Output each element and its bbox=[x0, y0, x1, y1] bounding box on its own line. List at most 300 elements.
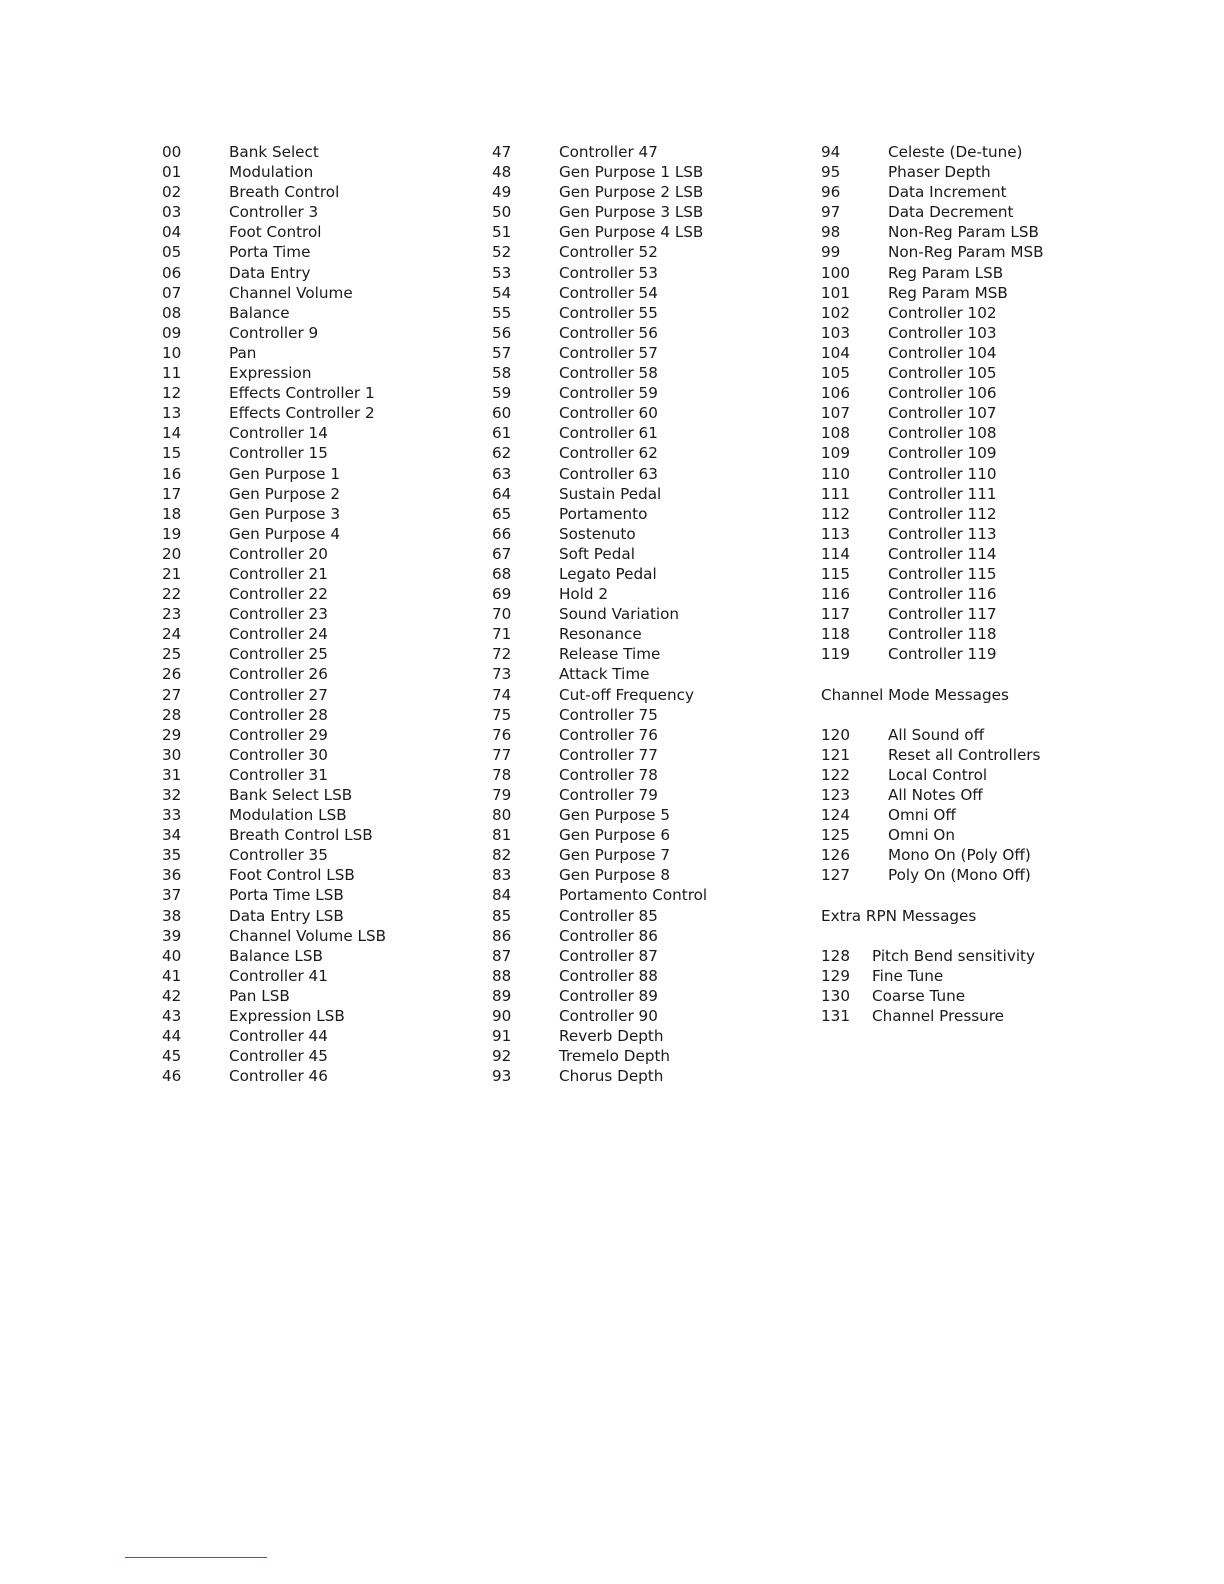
list-item bbox=[821, 604, 1121, 624]
controller-name: Controller 28 bbox=[229, 705, 328, 724]
controller-number: 104 bbox=[821, 343, 850, 362]
controller-name: Controller 25 bbox=[229, 645, 328, 664]
controller-name: Gen Purpose 5 bbox=[559, 806, 671, 825]
list-item bbox=[492, 484, 792, 504]
list-item bbox=[492, 966, 792, 986]
list-item bbox=[492, 765, 792, 785]
controller-number: 09 bbox=[162, 323, 182, 342]
controller-name: Sound Variation bbox=[559, 605, 680, 624]
controller-number: 32 bbox=[162, 786, 182, 804]
controller-number: 44 bbox=[162, 1027, 182, 1046]
controller-number: 34 bbox=[162, 826, 182, 845]
controller-name: Controller 104 bbox=[888, 343, 997, 362]
controller-name: Non-Reg Param MSB bbox=[888, 243, 1044, 262]
controller-number: 103 bbox=[821, 323, 850, 342]
list-item bbox=[492, 705, 792, 725]
controller-number: 82 bbox=[492, 846, 512, 865]
controller-number: 58 bbox=[492, 364, 512, 383]
controller-number: 24 bbox=[162, 625, 182, 644]
controller-name: Coarse Tune bbox=[872, 986, 966, 1005]
controller-number: 81 bbox=[492, 826, 512, 845]
controller-name: Controller 54 bbox=[559, 283, 658, 302]
controller-number: 85 bbox=[492, 906, 512, 925]
controller-name: Controller 22 bbox=[229, 585, 328, 604]
controller-name: Foot Control LSB bbox=[229, 866, 355, 885]
list-item bbox=[821, 323, 1121, 343]
controller-number: 47 bbox=[492, 143, 512, 161]
controller-number: 70 bbox=[492, 605, 512, 624]
controller-name: Pan bbox=[229, 343, 257, 362]
controller-name: Sustain Pedal bbox=[559, 484, 662, 503]
list-item bbox=[162, 685, 462, 705]
controller-name: Controller 46 bbox=[229, 1067, 328, 1086]
controller-name: Controller 3 bbox=[229, 203, 319, 222]
list-item bbox=[821, 464, 1121, 484]
controller-number: 37 bbox=[162, 886, 182, 905]
list-item bbox=[162, 222, 462, 242]
controller-name: Gen Purpose 2 LSB bbox=[559, 183, 704, 202]
controller-number: 21 bbox=[162, 564, 182, 583]
list-item bbox=[162, 644, 462, 664]
list-item bbox=[821, 544, 1121, 564]
controller-number: 108 bbox=[821, 424, 850, 443]
controller-name: Controller 56 bbox=[559, 323, 658, 342]
list-item bbox=[162, 926, 462, 946]
controller-number: 88 bbox=[492, 966, 512, 985]
list-item bbox=[162, 604, 462, 624]
list-item bbox=[821, 303, 1121, 323]
controller-name: Controller 117 bbox=[888, 605, 997, 624]
list-item bbox=[162, 363, 462, 383]
list-item bbox=[162, 343, 462, 363]
controller-name: Bank Select bbox=[229, 143, 319, 161]
list-item bbox=[162, 303, 462, 323]
controller-name: Controller 103 bbox=[888, 323, 997, 342]
controller-name: Controller 88 bbox=[559, 966, 658, 985]
controller-number: 22 bbox=[162, 585, 182, 604]
controller-name: Controller 77 bbox=[559, 745, 658, 764]
controller-number: 67 bbox=[492, 544, 512, 563]
list-item bbox=[162, 464, 462, 484]
controller-number: 40 bbox=[162, 946, 182, 965]
controller-name: Balance bbox=[229, 303, 290, 322]
controller-number: 121 bbox=[821, 745, 850, 764]
list-item bbox=[492, 162, 792, 182]
list-item bbox=[492, 363, 792, 383]
section-spacer bbox=[821, 926, 1121, 946]
controller-name: Hold 2 bbox=[559, 585, 609, 604]
list-item bbox=[492, 926, 792, 946]
controller-number: 73 bbox=[492, 665, 512, 684]
controller-name: Controller 30 bbox=[229, 745, 328, 764]
list-item bbox=[821, 142, 1121, 162]
controller-name: Portamento bbox=[559, 504, 648, 523]
controller-number: 52 bbox=[492, 243, 512, 262]
footer-rule bbox=[125, 1557, 267, 1558]
list-item bbox=[492, 202, 792, 222]
controller-number: 53 bbox=[492, 263, 512, 282]
controller-name: Controller 79 bbox=[559, 786, 658, 804]
section-spacer bbox=[821, 885, 1121, 905]
controller-name: Modulation LSB bbox=[229, 806, 347, 825]
controller-name: Fine Tune bbox=[872, 966, 944, 985]
list-item bbox=[162, 1006, 462, 1026]
extra-rpn-list bbox=[821, 946, 1121, 1026]
controller-number: 110 bbox=[821, 464, 850, 483]
controller-number: 56 bbox=[492, 323, 512, 342]
controller-number: 105 bbox=[821, 364, 850, 383]
list-item bbox=[492, 604, 792, 624]
controller-number: 01 bbox=[162, 163, 182, 182]
list-item bbox=[492, 222, 792, 242]
controller-number: 116 bbox=[821, 585, 850, 604]
controller-name: Controller 78 bbox=[559, 765, 658, 784]
list-item bbox=[162, 584, 462, 604]
list-item bbox=[162, 564, 462, 584]
channel-mode-title: Channel Mode Messages bbox=[821, 685, 1009, 704]
list-item bbox=[162, 705, 462, 725]
list-item bbox=[492, 906, 792, 926]
list-item bbox=[162, 906, 462, 926]
controller-name: Controller 21 bbox=[229, 564, 328, 583]
controller-number: 131 bbox=[821, 1007, 850, 1026]
controller-number: 71 bbox=[492, 625, 512, 644]
controller-name: Controller 112 bbox=[888, 504, 997, 523]
controller-list-column-1 bbox=[162, 142, 462, 1086]
controller-name: Portamento Control bbox=[559, 886, 708, 905]
list-item bbox=[492, 464, 792, 484]
controller-number: 05 bbox=[162, 243, 182, 262]
controller-number: 65 bbox=[492, 504, 512, 523]
list-item bbox=[821, 202, 1121, 222]
list-item bbox=[492, 825, 792, 845]
controller-number: 127 bbox=[821, 866, 850, 885]
controller-name: Porta Time bbox=[229, 243, 311, 262]
list-item bbox=[492, 283, 792, 303]
controller-name: Sostenuto bbox=[559, 524, 636, 543]
list-item bbox=[821, 242, 1121, 262]
list-item bbox=[162, 383, 462, 403]
list-item bbox=[492, 423, 792, 443]
controller-number: 27 bbox=[162, 685, 182, 704]
list-item bbox=[162, 986, 462, 1006]
controller-name: Gen Purpose 4 LSB bbox=[559, 223, 704, 242]
controller-name: Breath Control LSB bbox=[229, 826, 373, 845]
controller-name: Controller 9 bbox=[229, 323, 319, 342]
list-item bbox=[162, 725, 462, 745]
controller-number: 98 bbox=[821, 223, 841, 242]
controller-name: Phaser Depth bbox=[888, 163, 991, 182]
list-item bbox=[492, 986, 792, 1006]
list-item bbox=[821, 825, 1121, 845]
controller-name: Controller 107 bbox=[888, 404, 997, 423]
list-item bbox=[162, 544, 462, 564]
controller-number: 54 bbox=[492, 283, 512, 302]
list-item bbox=[821, 162, 1121, 182]
controller-name: Controller 24 bbox=[229, 625, 328, 644]
controller-number: 26 bbox=[162, 665, 182, 684]
controller-name: Controller 114 bbox=[888, 544, 997, 563]
controller-number: 97 bbox=[821, 203, 841, 222]
controller-name: Controller 57 bbox=[559, 343, 658, 362]
controller-number: 95 bbox=[821, 163, 841, 182]
controller-name: Controller 52 bbox=[559, 243, 658, 262]
controller-number: 78 bbox=[492, 765, 512, 784]
controller-number: 14 bbox=[162, 424, 182, 443]
controller-number: 92 bbox=[492, 1047, 512, 1066]
controller-number: 69 bbox=[492, 585, 512, 604]
list-item bbox=[821, 363, 1121, 383]
controller-number: 106 bbox=[821, 384, 850, 403]
controller-number: 68 bbox=[492, 564, 512, 583]
controller-list-column-3 bbox=[821, 142, 1121, 1026]
list-item bbox=[821, 624, 1121, 644]
controller-number: 62 bbox=[492, 444, 512, 463]
list-item bbox=[821, 845, 1121, 865]
controller-name: Controller 59 bbox=[559, 384, 658, 403]
list-item bbox=[821, 403, 1121, 423]
controller-number: 96 bbox=[821, 183, 841, 202]
controller-number: 43 bbox=[162, 1007, 182, 1026]
controller-number: 75 bbox=[492, 705, 512, 724]
list-item bbox=[821, 383, 1121, 403]
controller-name: Controller 45 bbox=[229, 1047, 328, 1066]
list-item bbox=[821, 785, 1121, 805]
controller-name: Gen Purpose 6 bbox=[559, 826, 671, 845]
list-item bbox=[492, 323, 792, 343]
controller-number: 80 bbox=[492, 806, 512, 825]
controller-name: Balance LSB bbox=[229, 946, 323, 965]
controller-name: Controller 119 bbox=[888, 645, 997, 664]
list-item bbox=[492, 685, 792, 705]
channel-mode-list bbox=[821, 725, 1121, 886]
controller-name: Expression bbox=[229, 364, 312, 383]
list-item bbox=[162, 263, 462, 283]
controller-number: 17 bbox=[162, 484, 182, 503]
list-item bbox=[492, 1066, 792, 1086]
controller-name: Controller 14 bbox=[229, 424, 328, 443]
controller-number: 29 bbox=[162, 725, 182, 744]
controller-name: Data Entry bbox=[229, 263, 311, 282]
controller-name: Gen Purpose 1 LSB bbox=[559, 163, 704, 182]
controller-number: 112 bbox=[821, 504, 850, 523]
controller-number: 02 bbox=[162, 183, 182, 202]
controller-number: 107 bbox=[821, 404, 850, 423]
controller-name: Controller 109 bbox=[888, 444, 997, 463]
controller-name: Controller 29 bbox=[229, 725, 328, 744]
controller-name: Chorus Depth bbox=[559, 1067, 664, 1086]
controller-number: 130 bbox=[821, 986, 850, 1005]
controller-number: 57 bbox=[492, 343, 512, 362]
list-item bbox=[492, 263, 792, 283]
controller-name: Gen Purpose 2 bbox=[229, 484, 341, 503]
controller-list-column-2 bbox=[492, 142, 792, 1086]
controller-name: Foot Control bbox=[229, 223, 322, 242]
controller-number: 46 bbox=[162, 1067, 182, 1086]
controller-number: 93 bbox=[492, 1067, 512, 1086]
controller-name: Controller 86 bbox=[559, 926, 658, 945]
controller-name: Controller 53 bbox=[559, 263, 658, 282]
controller-name: Controller 60 bbox=[559, 404, 658, 423]
controller-name: Reg Param MSB bbox=[888, 283, 1008, 302]
list-item bbox=[821, 644, 1121, 664]
list-item bbox=[162, 443, 462, 463]
list-item bbox=[821, 725, 1121, 745]
list-item bbox=[821, 765, 1121, 785]
controller-number: 119 bbox=[821, 645, 850, 664]
list-item bbox=[162, 162, 462, 182]
list-item bbox=[492, 845, 792, 865]
list-item bbox=[162, 765, 462, 785]
controller-name: Controller 20 bbox=[229, 544, 328, 563]
list-item bbox=[162, 966, 462, 986]
list-item bbox=[162, 825, 462, 845]
controller-number: 111 bbox=[821, 484, 850, 503]
list-item bbox=[162, 182, 462, 202]
controller-number: 25 bbox=[162, 645, 182, 664]
controller-name: Controller 87 bbox=[559, 946, 658, 965]
controller-name: Controller 110 bbox=[888, 464, 997, 483]
controller-name: Non-Reg Param LSB bbox=[888, 223, 1039, 242]
controller-number: 91 bbox=[492, 1027, 512, 1046]
list-item bbox=[492, 1046, 792, 1066]
list-item bbox=[162, 1046, 462, 1066]
controller-number: 123 bbox=[821, 786, 850, 804]
list-item bbox=[162, 1066, 462, 1086]
controller-name: Reg Param LSB bbox=[888, 263, 1004, 282]
extra-rpn-title: Extra RPN Messages bbox=[821, 906, 977, 925]
controller-name: Effects Controller 1 bbox=[229, 384, 375, 403]
controller-number: 23 bbox=[162, 605, 182, 624]
list-item bbox=[492, 946, 792, 966]
controller-name: Controller 47 bbox=[559, 143, 658, 161]
controller-number: 100 bbox=[821, 263, 850, 282]
section-spacer bbox=[821, 664, 1121, 684]
controller-name: Controller 75 bbox=[559, 705, 658, 724]
list-item bbox=[821, 343, 1121, 363]
list-item bbox=[492, 403, 792, 423]
list-item bbox=[492, 383, 792, 403]
list-item bbox=[492, 624, 792, 644]
controller-number: 87 bbox=[492, 946, 512, 965]
list-item bbox=[821, 1006, 1121, 1026]
list-item bbox=[821, 182, 1121, 202]
controller-name: Controller 108 bbox=[888, 424, 997, 443]
controller-number: 90 bbox=[492, 1007, 512, 1026]
controller-number: 128 bbox=[821, 946, 850, 965]
controller-number: 12 bbox=[162, 384, 182, 403]
controller-name: Gen Purpose 4 bbox=[229, 524, 341, 543]
list-item bbox=[492, 664, 792, 684]
list-item bbox=[492, 584, 792, 604]
controller-number: 64 bbox=[492, 484, 512, 503]
list-item bbox=[492, 182, 792, 202]
controller-name: Pan LSB bbox=[229, 986, 290, 1005]
controller-name: Controller 90 bbox=[559, 1007, 658, 1026]
controller-name: All Sound off bbox=[888, 725, 985, 744]
controller-number: 84 bbox=[492, 886, 512, 905]
controller-name: Modulation bbox=[229, 163, 314, 182]
controller-name: Pitch Bend sensitivity bbox=[872, 946, 1035, 965]
list-item bbox=[162, 504, 462, 524]
controller-name: Controller 105 bbox=[888, 364, 997, 383]
controller-name: Gen Purpose 7 bbox=[559, 846, 671, 865]
controller-name: Controller 58 bbox=[559, 364, 658, 383]
list-item bbox=[821, 484, 1121, 504]
controller-number: 129 bbox=[821, 966, 850, 985]
list-item bbox=[162, 423, 462, 443]
list-item bbox=[162, 484, 462, 504]
controller-number: 124 bbox=[821, 806, 850, 825]
list-item bbox=[821, 986, 1121, 1006]
controller-number: 39 bbox=[162, 926, 182, 945]
controller-name: Poly On (Mono Off) bbox=[888, 866, 1031, 885]
controller-name: Bank Select LSB bbox=[229, 786, 353, 804]
controller-number: 101 bbox=[821, 283, 850, 302]
list-item bbox=[492, 644, 792, 664]
controller-number: 89 bbox=[492, 986, 512, 1005]
list-item bbox=[492, 242, 792, 262]
list-item bbox=[162, 885, 462, 905]
controller-number: 122 bbox=[821, 765, 850, 784]
controller-number: 50 bbox=[492, 203, 512, 222]
controller-number: 86 bbox=[492, 926, 512, 945]
controller-name: Gen Purpose 3 LSB bbox=[559, 203, 704, 222]
list-item bbox=[162, 745, 462, 765]
list-item bbox=[162, 524, 462, 544]
list-item bbox=[821, 263, 1121, 283]
list-item bbox=[492, 524, 792, 544]
controller-number: 06 bbox=[162, 263, 182, 282]
controller-number: 18 bbox=[162, 504, 182, 523]
controller-number: 48 bbox=[492, 163, 512, 182]
list-item bbox=[162, 323, 462, 343]
controller-number: 72 bbox=[492, 645, 512, 664]
controller-name: Channel Pressure bbox=[872, 1007, 1005, 1026]
controller-number: 66 bbox=[492, 524, 512, 543]
controller-name: Controller 85 bbox=[559, 906, 658, 925]
list-item bbox=[492, 805, 792, 825]
controller-name: Omni Off bbox=[888, 806, 956, 825]
controller-number: 118 bbox=[821, 625, 850, 644]
controller-name: Channel Volume bbox=[229, 283, 353, 302]
controller-number: 61 bbox=[492, 424, 512, 443]
controller-name: Reset all Controllers bbox=[888, 745, 1041, 764]
controller-number: 41 bbox=[162, 966, 182, 985]
controller-name: Controller 31 bbox=[229, 765, 328, 784]
controller-number: 35 bbox=[162, 846, 182, 865]
controller-number: 00 bbox=[162, 143, 182, 161]
list-item bbox=[492, 303, 792, 323]
controller-name: Controller 61 bbox=[559, 424, 658, 443]
controller-number: 38 bbox=[162, 906, 182, 925]
controller-name: Resonance bbox=[559, 625, 642, 644]
list-item bbox=[821, 946, 1121, 966]
list-item bbox=[492, 785, 792, 805]
controller-number: 10 bbox=[162, 343, 182, 362]
controller-number: 125 bbox=[821, 826, 850, 845]
controller-name: Controller 26 bbox=[229, 665, 328, 684]
controller-number: 74 bbox=[492, 685, 512, 704]
controller-name: Controller 27 bbox=[229, 685, 328, 704]
list-item bbox=[821, 504, 1121, 524]
controller-number: 113 bbox=[821, 524, 850, 543]
controller-name: Controller 41 bbox=[229, 966, 328, 985]
list-item bbox=[821, 564, 1121, 584]
controller-number: 55 bbox=[492, 303, 512, 322]
controller-name: Attack Time bbox=[559, 665, 650, 684]
controller-list-column-3-main bbox=[821, 142, 1121, 664]
